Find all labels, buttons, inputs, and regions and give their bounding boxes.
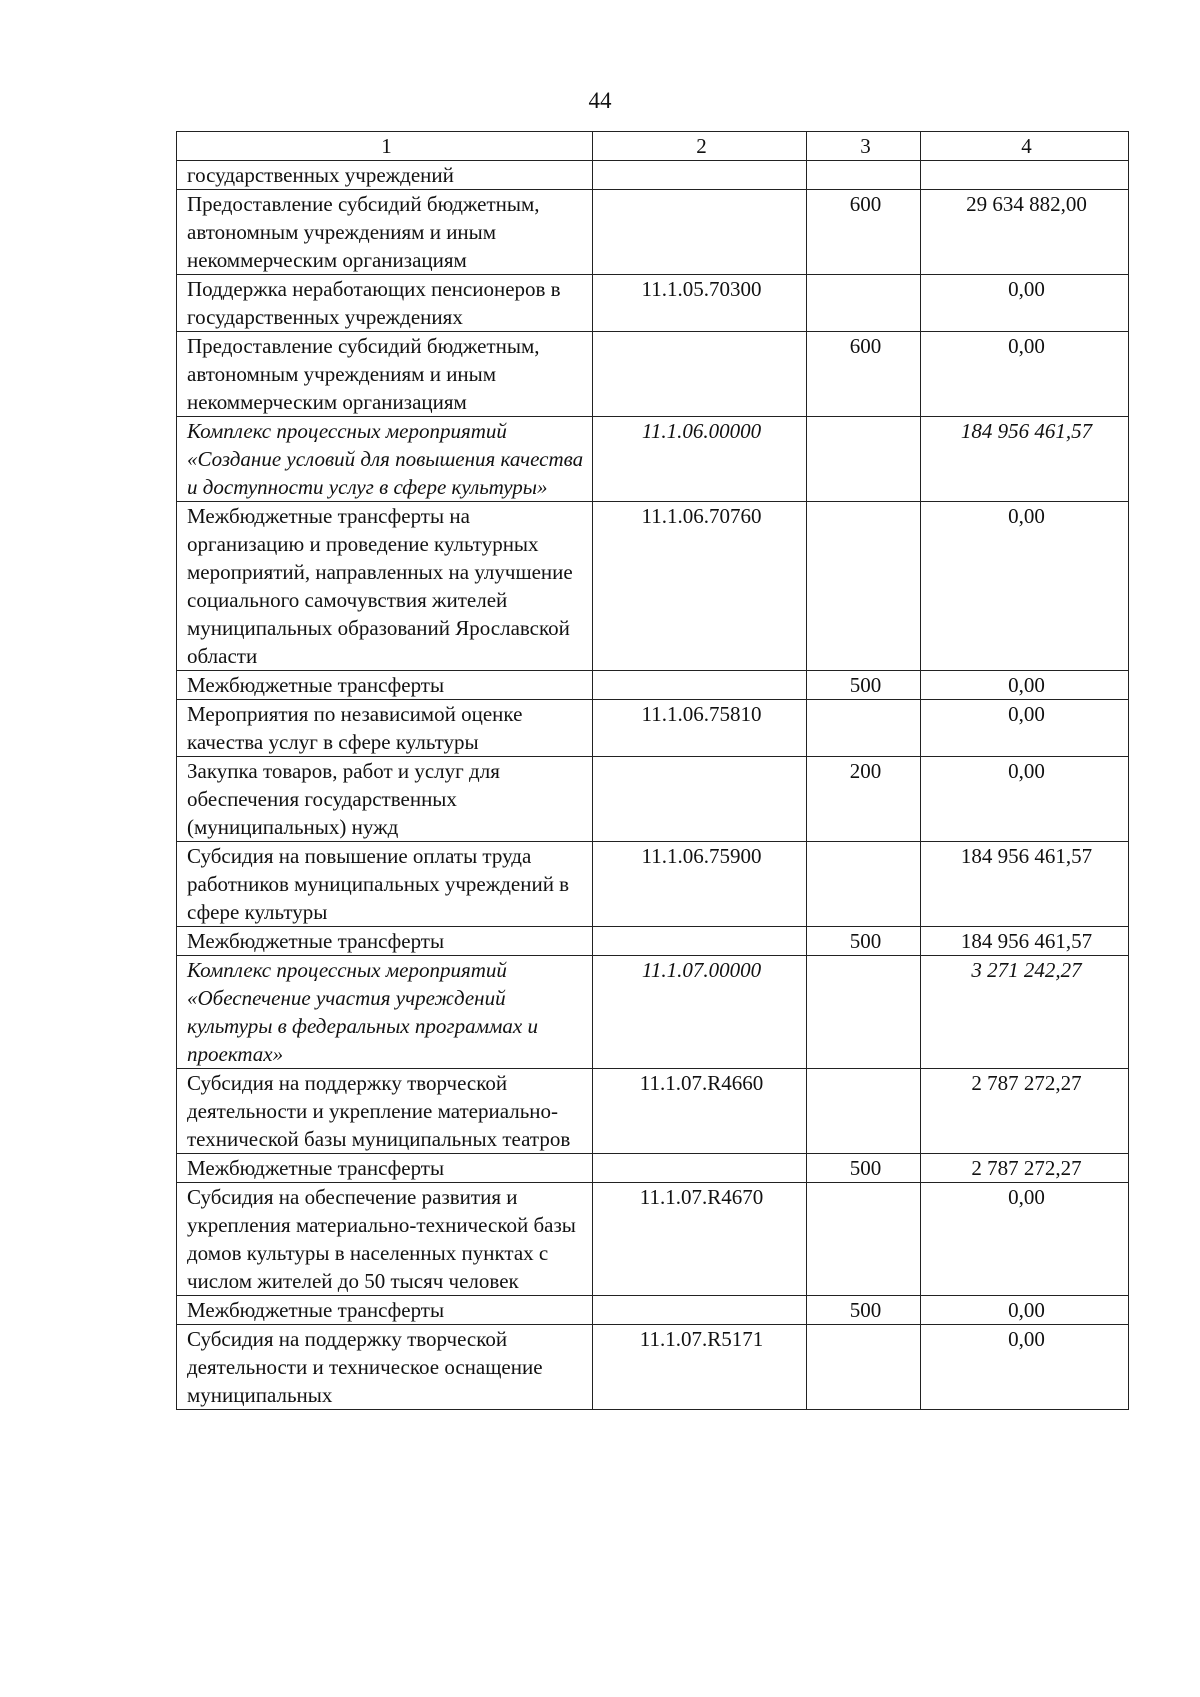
row-name-cell: Мероприятия по независимой оценке качества услуг в сфере культуры <box>177 700 593 757</box>
row-amount-cell: 3 271 242,27 <box>921 956 1129 1069</box>
row-name-cell: Закупка товаров, работ и услуг для обеспечения государственных (муниципальных) нужд <box>177 757 593 842</box>
row-expense-type-cell: 200 <box>807 757 921 842</box>
row-amount-cell: 0,00 <box>921 275 1129 332</box>
row-code-cell <box>593 190 807 275</box>
budget-table <box>176 131 1129 1410</box>
row-amount-cell: 2 787 272,27 <box>921 1069 1129 1154</box>
row-amount-cell: 0,00 <box>921 502 1129 671</box>
row-name-cell: Комплекс процессных мероприятий «Создание условий для повышения качества и доступности услуг в сфере культуры» <box>177 417 593 502</box>
row-expense-type-cell <box>807 700 921 757</box>
row-name-cell: Субсидия на поддержку творческой деятельности и укрепление материально-технической базы муниципальных театров <box>177 1069 593 1154</box>
row-code-cell: 11.1.06.75900 <box>593 842 807 927</box>
table-row <box>177 502 1129 671</box>
table-row <box>177 927 1129 956</box>
table-row <box>177 1154 1129 1183</box>
row-amount-cell: 29 634 882,00 <box>921 190 1129 275</box>
row-name-cell: Межбюджетные трансферты <box>177 671 593 700</box>
row-code-cell: 11.1.06.70760 <box>593 502 807 671</box>
table-row <box>177 1183 1129 1296</box>
row-expense-type-cell <box>807 1183 921 1296</box>
row-amount-cell: 184 956 461,57 <box>921 842 1129 927</box>
row-code-cell <box>593 927 807 956</box>
table-row <box>177 275 1129 332</box>
row-name-cell: государственных учреждений <box>177 161 593 190</box>
table-row <box>177 700 1129 757</box>
row-expense-type-cell <box>807 842 921 927</box>
row-code-cell <box>593 757 807 842</box>
table-row <box>177 1296 1129 1325</box>
row-amount-cell: 0,00 <box>921 1325 1129 1410</box>
row-name-cell: Межбюджетные трансферты <box>177 1154 593 1183</box>
table-row <box>177 842 1129 927</box>
row-expense-type-cell: 500 <box>807 671 921 700</box>
row-code-cell <box>593 1154 807 1183</box>
row-expense-type-cell: 500 <box>807 927 921 956</box>
table-row <box>177 1325 1129 1410</box>
row-amount-cell: 184 956 461,57 <box>921 417 1129 502</box>
row-amount-cell: 0,00 <box>921 1296 1129 1325</box>
column-header-2: 2 <box>593 132 807 161</box>
table-row <box>177 1069 1129 1154</box>
row-expense-type-cell: 500 <box>807 1296 921 1325</box>
row-name-cell: Субсидия на поддержку творческой деятельности и техническое оснащение муниципальных <box>177 1325 593 1410</box>
table-row <box>177 417 1129 502</box>
row-expense-type-cell <box>807 1325 921 1410</box>
row-name-cell: Поддержка неработающих пенсионеров в государственных учреждениях <box>177 275 593 332</box>
row-code-cell <box>593 1296 807 1325</box>
row-expense-type-cell: 600 <box>807 332 921 417</box>
row-code-cell <box>593 161 807 190</box>
row-code-cell: 11.1.07.R5171 <box>593 1325 807 1410</box>
table-row <box>177 190 1129 275</box>
table-row <box>177 956 1129 1069</box>
row-amount-cell: 0,00 <box>921 757 1129 842</box>
table-row <box>177 161 1129 190</box>
table-header <box>177 132 1129 161</box>
table-row <box>177 757 1129 842</box>
row-amount-cell: 0,00 <box>921 332 1129 417</box>
row-code-cell <box>593 671 807 700</box>
row-amount-cell: 0,00 <box>921 700 1129 757</box>
row-expense-type-cell <box>807 502 921 671</box>
row-name-cell: Субсидия на обеспечение развития и укрепления материально-технической базы домов культуры в населенных пунктах с числом жителей до 50 тысяч человек <box>177 1183 593 1296</box>
row-name-cell: Межбюджетные трансферты на организацию и проведение культурных мероприятий, направленных на улучшение социального самочувствия жителей муниципальных образований Ярославской области <box>177 502 593 671</box>
row-code-cell: 11.1.07.R4670 <box>593 1183 807 1296</box>
row-name-cell: Межбюджетные трансферты <box>177 1296 593 1325</box>
row-amount-cell <box>921 161 1129 190</box>
row-name-cell: Предоставление субсидий бюджетным, автономным учреждениям и иным некоммерческим организациям <box>177 190 593 275</box>
row-amount-cell: 184 956 461,57 <box>921 927 1129 956</box>
header-row <box>177 132 1129 161</box>
row-name-cell: Межбюджетные трансферты <box>177 927 593 956</box>
row-amount-cell: 0,00 <box>921 671 1129 700</box>
row-name-cell: Субсидия на повышение оплаты труда работников муниципальных учреждений в сфере культуры <box>177 842 593 927</box>
row-code-cell: 11.1.07.00000 <box>593 956 807 1069</box>
page-number: 44 <box>588 88 612 113</box>
row-name-cell: Комплекс процессных мероприятий «Обеспечение участия учреждений культуры в федеральных программах и проектах» <box>177 956 593 1069</box>
column-header-1: 1 <box>177 132 593 161</box>
row-code-cell: 11.1.05.70300 <box>593 275 807 332</box>
row-amount-cell: 2 787 272,27 <box>921 1154 1129 1183</box>
column-header-4: 4 <box>921 132 1129 161</box>
row-code-cell: 11.1.06.75810 <box>593 700 807 757</box>
row-expense-type-cell: 600 <box>807 190 921 275</box>
table-row <box>177 332 1129 417</box>
row-code-cell <box>593 332 807 417</box>
row-expense-type-cell: 500 <box>807 1154 921 1183</box>
row-expense-type-cell <box>807 275 921 332</box>
row-expense-type-cell <box>807 1069 921 1154</box>
column-header-3: 3 <box>807 132 921 161</box>
row-expense-type-cell <box>807 417 921 502</box>
row-expense-type-cell <box>807 161 921 190</box>
row-name-cell: Предоставление субсидий бюджетным, автономным учреждениям и иным некоммерческим организациям <box>177 332 593 417</box>
row-code-cell: 11.1.06.00000 <box>593 417 807 502</box>
row-expense-type-cell <box>807 956 921 1069</box>
table-body <box>177 161 1129 1410</box>
row-amount-cell: 0,00 <box>921 1183 1129 1296</box>
row-code-cell: 11.1.07.R4660 <box>593 1069 807 1154</box>
table-row <box>177 671 1129 700</box>
